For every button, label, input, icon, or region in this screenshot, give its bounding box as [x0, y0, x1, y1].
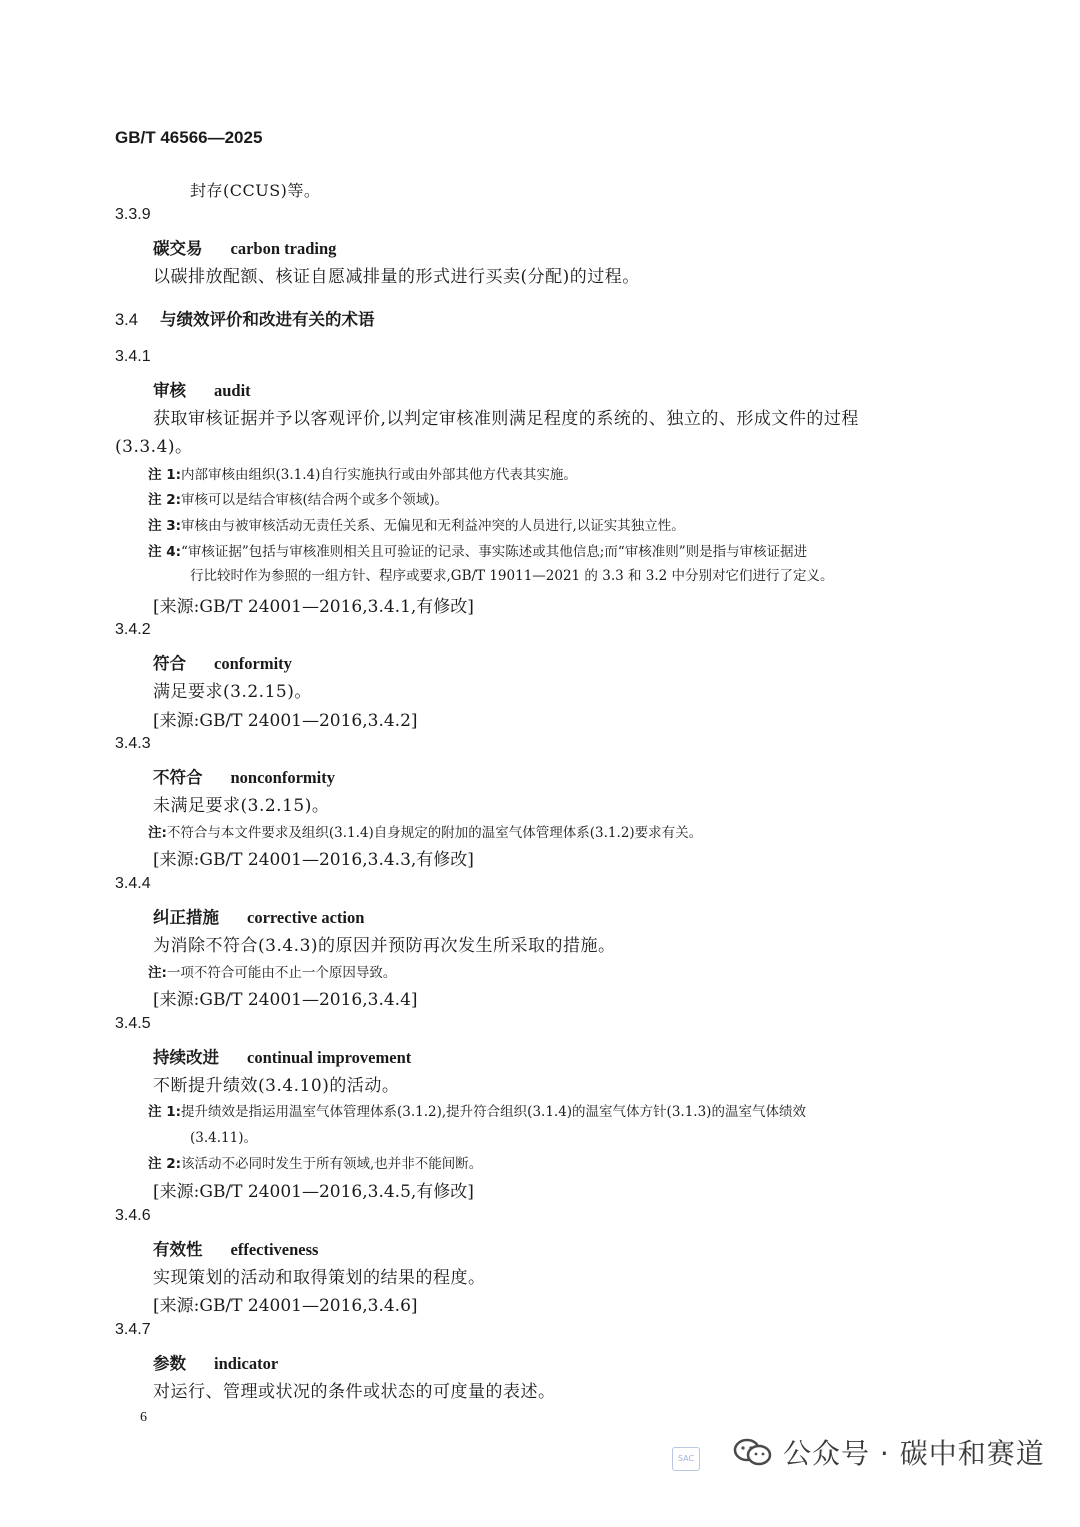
source-reference: [来源:GB/T 24001—2016,3.4.6] — [153, 1296, 418, 1316]
clause-number-3-4-7: 3.4.7 — [115, 1321, 151, 1338]
term-en: conformity — [214, 654, 292, 673]
source-reference: [来源:GB/T 24001—2016,3.4.5,有修改] — [153, 1182, 474, 1202]
wechat-icon — [733, 1438, 773, 1466]
standard-header: GB/T 46566—2025 — [115, 128, 263, 147]
note-2 — [148, 1152, 482, 1172]
continuation-line: 封存(CCUS)等。 — [190, 181, 321, 200]
note-text: “审核证据”包括与审核准则相关且可验证的记录、事实陈述或其他信息;而“审核准则”则是指与审核证据进 — [181, 544, 808, 560]
term-en: nonconformity — [230, 768, 335, 787]
term-zh: 纠正措施 — [153, 908, 219, 927]
note-label: 注 1: — [148, 467, 181, 483]
term-en: corrective action — [247, 908, 365, 927]
source-reference: [来源:GB/T 24001—2016,3.4.3,有修改] — [153, 850, 474, 870]
note-2 — [148, 488, 448, 508]
term-conformity — [153, 650, 292, 674]
note-label: 注: — [148, 825, 167, 841]
definition: 满足要求(3.2.15)。 — [153, 682, 312, 702]
clause-number-3-4-4: 3.4.4 — [115, 875, 151, 892]
note-3 — [148, 514, 685, 534]
term-zh: 有效性 — [153, 1240, 203, 1259]
term-continual-improvement — [153, 1044, 411, 1068]
term-zh: 参数 — [153, 1354, 186, 1373]
term-en: indicator — [214, 1354, 279, 1373]
source-reference: [来源:GB/T 24001—2016,3.4.1,有修改] — [153, 597, 474, 617]
note-text: 审核可以是结合审核(结合两个或多个领域)。 — [181, 492, 449, 508]
clause-number-3-4-6: 3.4.6 — [115, 1207, 151, 1224]
term-corrective-action — [153, 904, 364, 928]
note-label: 注 4: — [148, 544, 181, 560]
note-1 — [148, 463, 577, 483]
clause-number-3-4-3: 3.4.3 — [115, 735, 151, 752]
definition: 为消除不符合(3.4.3)的原因并预防再次发生所采取的措施。 — [153, 936, 616, 956]
section-heading-3-4 — [115, 306, 375, 330]
term-en: continual improvement — [247, 1048, 412, 1067]
source-reference: [来源:GB/T 24001—2016,3.4.2] — [153, 711, 418, 731]
note-text: 内部审核由组织(3.1.4)自行实施执行或由外部其他方代表其实施。 — [181, 467, 577, 483]
note — [148, 961, 396, 981]
note-label: 注 3: — [148, 518, 181, 534]
clause-number-3-3-9: 3.3.9 — [115, 206, 151, 223]
clause-number-3-4-5: 3.4.5 — [115, 1015, 151, 1032]
note — [148, 821, 702, 841]
clause-number-3-4-1: 3.4.1 — [115, 348, 151, 365]
term-carbon-trading — [153, 235, 336, 259]
term-zh: 持续改进 — [153, 1048, 219, 1067]
watermark-text: 公众号 · 碳中和赛道 — [783, 1437, 1045, 1470]
note-label: 注 2: — [148, 1156, 181, 1172]
term-zh: 审核 — [153, 381, 186, 400]
term-zh: 符合 — [153, 654, 186, 673]
definition: 不断提升绩效(3.4.10)的活动。 — [153, 1076, 400, 1096]
term-en: effectiveness — [230, 1240, 319, 1259]
note-text: 提升绩效是指运用温室气体管理体系(3.1.2),提升符合组织(3.1.4)的温室气体方针(3.1.3)的温室气体绩效 — [181, 1104, 806, 1120]
term-effectiveness — [153, 1236, 318, 1260]
clause-number-3-4-2: 3.4.2 — [115, 621, 151, 638]
definition-line-1: 获取审核证据并予以客观评价,以判定审核准则满足程度的系统的、独立的、形成文件的过程 — [153, 409, 859, 429]
note-1 — [148, 1100, 806, 1120]
term-zh: 不符合 — [153, 768, 203, 787]
note-label: 注: — [148, 965, 167, 981]
term-nonconformity — [153, 764, 335, 788]
section-title: 与绩效评价和改进有关的术语 — [160, 311, 375, 329]
note-text: 审核由与被审核活动无责任关系、无偏见和无利益冲突的人员进行,以证实其独立性。 — [181, 518, 685, 534]
definition: 实现策划的活动和取得策划的结果的程度。 — [153, 1268, 486, 1288]
note-1-continued: (3.4.11)。 — [190, 1130, 257, 1146]
definition-line-2: (3.3.4)。 — [115, 437, 193, 457]
term-zh: 碳交易 — [153, 239, 203, 258]
watermark — [733, 1432, 1045, 1472]
publisher-logo: SAC — [672, 1447, 700, 1471]
page-number: 6 — [140, 1410, 147, 1425]
term-en: carbon trading — [230, 239, 337, 258]
term-audit — [153, 377, 251, 401]
definition: 未满足要求(3.2.15)。 — [153, 796, 330, 816]
note-label: 注 2: — [148, 492, 181, 508]
section-number: 3.4 — [115, 311, 138, 329]
note-text: 该活动不必同时发生于所有领域,也并非不能间断。 — [181, 1156, 483, 1172]
definition: 对运行、管理或状况的条件或状态的可度量的表述。 — [153, 1382, 556, 1402]
source-reference: [来源:GB/T 24001—2016,3.4.4] — [153, 990, 418, 1010]
note-label: 注 1: — [148, 1104, 181, 1120]
term-en: audit — [214, 381, 251, 400]
note-text: 一项不符合可能由不止一个原因导致。 — [166, 965, 397, 981]
definition: 以碳排放配额、核证自愿减排量的形式进行买卖(分配)的过程。 — [153, 267, 640, 287]
note-4-continued: 行比较时作为参照的一组方针、程序或要求,GB/T 19011—2021 的 3.3 和 3.2 中分别对它们进行了定义。 — [190, 568, 834, 584]
note-4 — [148, 540, 807, 560]
term-indicator — [153, 1350, 278, 1374]
note-text: 不符合与本文件要求及组织(3.1.4)自身规定的附加的温室气体管理体系(3.1.2)要求有关。 — [166, 825, 703, 841]
